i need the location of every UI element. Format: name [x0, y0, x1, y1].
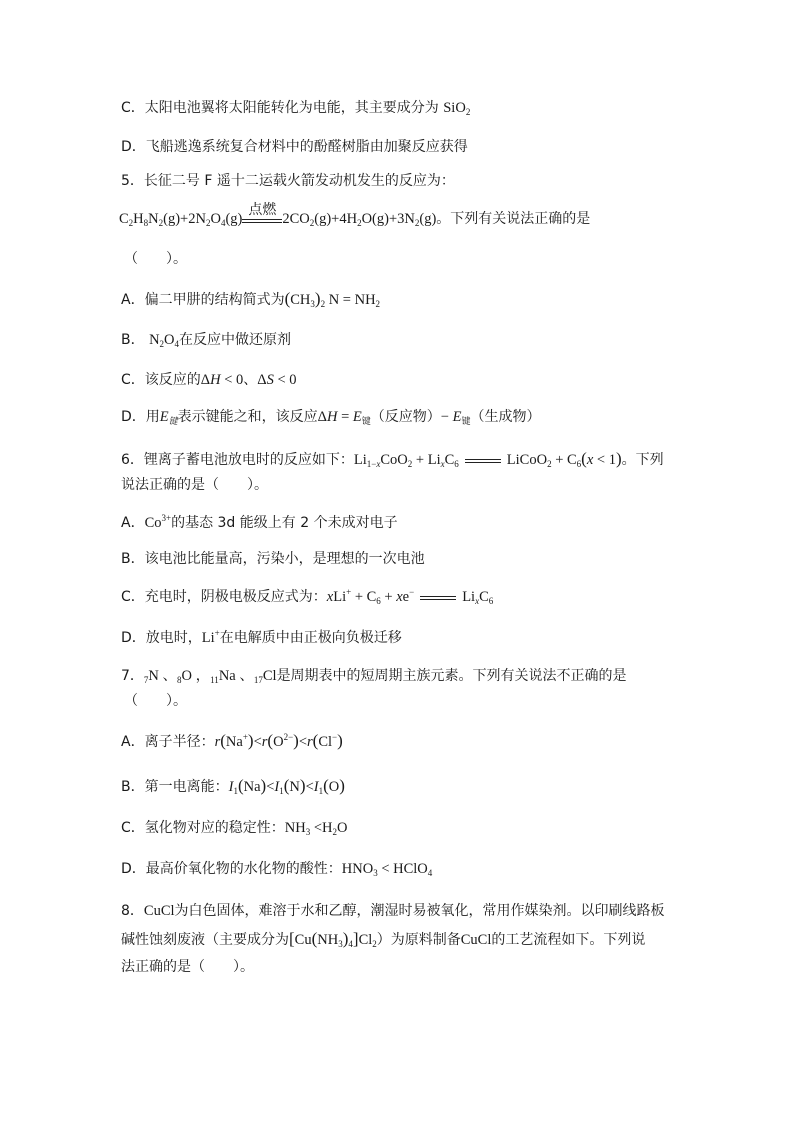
- option-5a-formula: $(CH_3)_2$ $N = NH_2$: [284, 289, 381, 309]
- option-5b-prefix: B．: [121, 332, 145, 348]
- option-5c-sep: 、: [243, 372, 258, 388]
- question-6-stem2: [121, 475, 268, 495]
- option-5c-dh: ΔH < 0: [200, 372, 244, 388]
- question-6-tail: 。下列: [621, 452, 664, 468]
- option-5b-formula: $N_2O_4$: [149, 332, 180, 349]
- option-7d-text: D．最高价氧化物的水化物的酸性：: [121, 861, 342, 877]
- option-7a-text: A．离子半径：: [121, 734, 215, 750]
- question-7-num: 7．: [121, 668, 144, 684]
- option-6d-ion: Li+: [201, 628, 220, 646]
- option-6c: [121, 587, 493, 607]
- option-7a: [121, 731, 343, 752]
- question-6-equation: $Li_{1-x}CoO_2 + Li_xC_6$ LiCoO$_2$ + $C_6(x < 1)$: [353, 449, 622, 469]
- option-5a: [121, 289, 380, 310]
- option-5d-react: （反应物）: [370, 409, 441, 425]
- question-7-stem: [121, 666, 627, 686]
- option-4d: [121, 137, 468, 157]
- option-5b: [121, 330, 291, 350]
- question-8-cucl-2: CuCl: [460, 932, 492, 948]
- option-7b-formula: $I_1(Na)<I_1(N)<I_1(O)$: [228, 776, 345, 796]
- option-4c: [121, 98, 470, 118]
- option-7a-formula: $r(Na^+)<r(O^{2-})<r(Cl^-)$: [214, 731, 343, 750]
- option-4c-formula: SiO$_2$: [443, 100, 471, 117]
- question-8-cucl: CuCl: [143, 903, 175, 919]
- option-7c-text: C．氢化物对应的稳定性：: [121, 820, 285, 836]
- option-4d-text: D．飞船逃逸系统复合材料中的酚醛树脂由加聚反应获得: [121, 139, 468, 155]
- question-8-line2-b: ）为原料制备: [376, 932, 461, 948]
- option-7c: [121, 818, 348, 838]
- option-6b-text: B．该电池比能量高，污染小，是理想的一次电池: [121, 551, 425, 567]
- reaction-arrow: [242, 202, 282, 229]
- option-5a-text: A．偏二甲肼的结构简式为: [121, 292, 285, 308]
- question-5-paren: [124, 249, 187, 269]
- option-5d-dh: $\Delta H = E_键$: [317, 409, 371, 426]
- question-8-line3: [121, 957, 254, 977]
- question-7-elements: $_7$N 、$_8$O ，$_{11}$Na 、$_{17}$Cl: [143, 668, 277, 685]
- equation-reactants: $C_2H_8N_2(g)+2N_2O_4(g)$: [119, 211, 243, 228]
- question-5-stem: [121, 171, 455, 191]
- option-6a-tail: 的基态 3d 能级上有 2 个未成对电子: [171, 515, 398, 531]
- question-8-line3-text: 法正确的是（ ）。: [121, 959, 254, 975]
- question-8-line2: [121, 929, 645, 950]
- option-7d-formula: $HNO_3$ < HClO$_4$: [341, 861, 433, 878]
- equation-products: $2CO_2(g)+4H_2O(g)+3N_2(g)$: [282, 211, 437, 228]
- question-6-stem-text: 6．锂离子蓄电池放电时的反应如下：: [121, 452, 354, 468]
- option-6d-tail: 在电解质中由正极向负极迁移: [219, 630, 402, 646]
- question-6-stem2-text: 说法正确的是（ ）。: [121, 477, 268, 493]
- option-6c-equation: $xLi^+ + C_6 + xe^-$ $Li_xC_6$: [326, 587, 494, 606]
- option-5c-text: C．该反应的: [121, 372, 201, 388]
- option-7b-text: B．第一电离能：: [121, 779, 229, 795]
- question-8-line1-text: 为白色固体，难溶于水和乙醇，潮湿时易被氧化，常用作媒染剂。以印刷线路板: [174, 903, 665, 919]
- option-5d-mid: 表示键能之和，该反应: [177, 409, 318, 425]
- option-6c-text: C．充电时，阴极电极反应式为：: [121, 589, 327, 605]
- question-5-equation: [119, 202, 591, 229]
- option-5c: [121, 370, 297, 390]
- question-7-paren: [124, 691, 187, 711]
- option-7b: [121, 776, 345, 797]
- question-5-tail: 。下列有关说法正确的是: [436, 211, 591, 227]
- question-7-paren-text: （ ）。: [124, 693, 187, 709]
- option-7c-formula: $NH_3 <H_2O$: [284, 820, 348, 837]
- option-5d-prod: （生成物）: [470, 409, 541, 425]
- option-4c-text: C．太阳电池翼将太阳能转化为电能，其主要成分为: [121, 100, 439, 116]
- option-5d: [121, 407, 540, 427]
- question-7-tail: 是周期表中的短周期主族元素。下列有关说法不正确的是: [276, 668, 627, 684]
- option-6a-ion: $Co^{3+}$: [144, 513, 172, 531]
- question-8-line2-c: 的工艺流程如下。下列说: [491, 932, 646, 948]
- question-6-stem: [121, 449, 664, 470]
- option-6d: [121, 628, 402, 648]
- question-5-paren-text: （ ）。: [124, 251, 187, 267]
- question-8-line1: [121, 901, 665, 921]
- question-8-line2-a: 碱性蚀刻废液（主要成分为: [121, 932, 289, 948]
- option-6a: [121, 513, 398, 533]
- question-5-stem-text: 5．长征二号 F 遥十二运载火箭发动机发生的反应为：: [121, 173, 455, 189]
- option-6b: [121, 549, 425, 569]
- option-5c-ds: ΔS < 0: [257, 372, 297, 388]
- option-5d-minus: − $E_键$: [440, 409, 471, 426]
- option-5b-text: 在反应中做还原剂: [179, 332, 292, 348]
- option-5d-e: $E_键$: [159, 409, 178, 426]
- option-6a-text: A．: [121, 515, 145, 531]
- question-8-complex: $[Cu(NH_3)_4]Cl_2$: [289, 929, 377, 949]
- option-6d-text: D．放电时，: [121, 630, 202, 646]
- question-8-num: 8．: [121, 903, 144, 919]
- reaction-condition: 点燃: [248, 202, 277, 218]
- option-5d-text: D．用: [121, 409, 160, 425]
- option-7d: [121, 859, 432, 879]
